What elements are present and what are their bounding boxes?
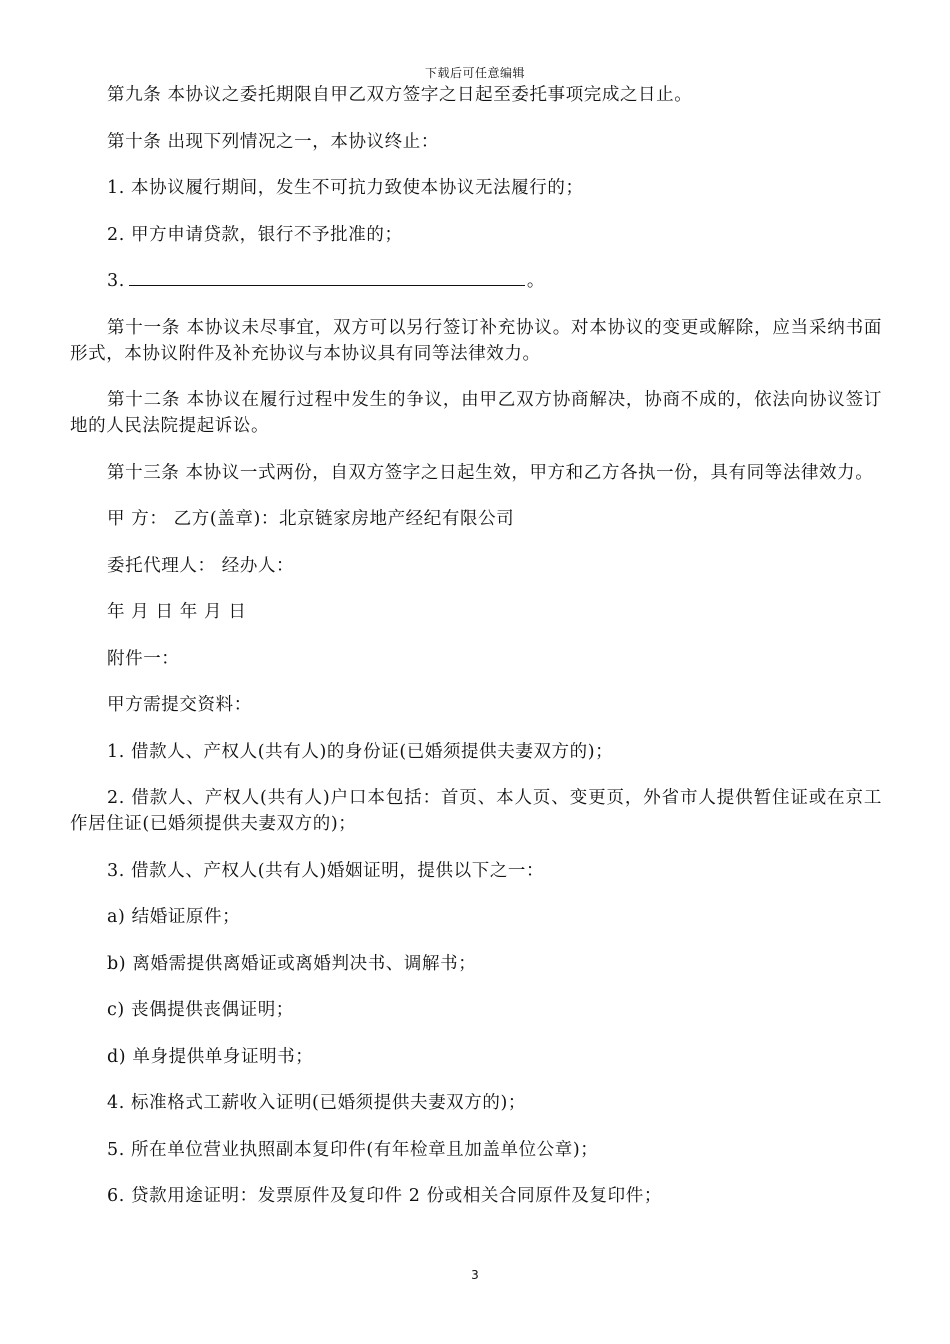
agent-signature-line: 委托代理人： 经办人：	[107, 555, 295, 576]
material-item-5: 5. 所在单位营业执照副本复印件(有年检章且加盖单位公章)；	[107, 1139, 599, 1160]
item-3-number: 3.	[107, 271, 125, 291]
material-item-3b: b) 离婚需提供离婚证或离婚判决书、调解书；	[107, 953, 477, 974]
appendix-title: 附件一：	[107, 648, 180, 669]
header-note: 下载后可任意编辑	[424, 66, 525, 80]
article-13: 第十三条 本协议一式两份，自双方签字之日起生效，甲方和乙方各执一份，具有同等法律效力。	[107, 462, 874, 483]
party-signature-line: 甲 方： 乙方(盖章)：北京链家房地产经纪有限公司	[107, 509, 515, 529]
article-10: 第十条 出现下列情况之一，本协议终止：	[107, 131, 439, 152]
material-item-3a: a) 结婚证原件；	[107, 907, 241, 927]
document-body	[70, 82, 882, 1230]
item-3-end-mark: 。	[526, 271, 546, 291]
page-number: 3	[471, 1268, 479, 1282]
material-item-3d: d) 单身提供单身证明书；	[107, 1046, 314, 1067]
date-line: 年 月 日 年 月 日	[107, 602, 247, 622]
material-item-3: 3. 借款人、产权人(共有人)婚姻证明，提供以下之一：	[107, 860, 545, 881]
article-9: 第九条 本协议之委托期限自甲乙双方签字之日起至委托事项完成之日止。	[107, 85, 693, 105]
materials-heading: 甲方需提交资料：	[107, 695, 252, 715]
material-item-4: 4. 标准格式工薪收入证明(已婚须提供夫妻双方的)；	[107, 1093, 527, 1113]
fill-in-blank[interactable]	[129, 269, 525, 286]
article-12: 第十二条 本协议在履行过程中发生的争议，由甲乙双方协商解决，协商不成的，依法向协议签订地的人民法院提起诉讼。	[70, 390, 882, 436]
article-11: 第十一条 本协议未尽事宜，双方可以另行签订补充协议。对本协议的变更或解除，应当采纳书面形式，本协议附件及补充协议与本协议具有同等法律效力。	[70, 317, 882, 364]
article-10-item-2: 2. 甲方申请贷款，银行不予批准的；	[107, 224, 403, 245]
article-10-item-3	[70, 268, 882, 294]
material-item-3c: c) 丧偶提供丧偶证明；	[107, 1000, 294, 1020]
material-item-2: 2. 借款人、产权人(共有人)户口本包括：首页、本人页、变更页，外省市人提供暂住证或在京工作居住证(已婚须提供夫妻双方的)；	[70, 788, 882, 834]
material-item-6: 6. 贷款用途证明：发票原件及复印件 2 份或相关合同原件及复印件；	[107, 1186, 662, 1206]
article-10-item-1: 1. 本协议履行期间，发生不可抗力致使本协议无法履行的；	[107, 178, 584, 198]
material-item-1: 1. 借款人、产权人(共有人)的身份证(已婚须提供夫妻双方的)；	[107, 741, 614, 762]
